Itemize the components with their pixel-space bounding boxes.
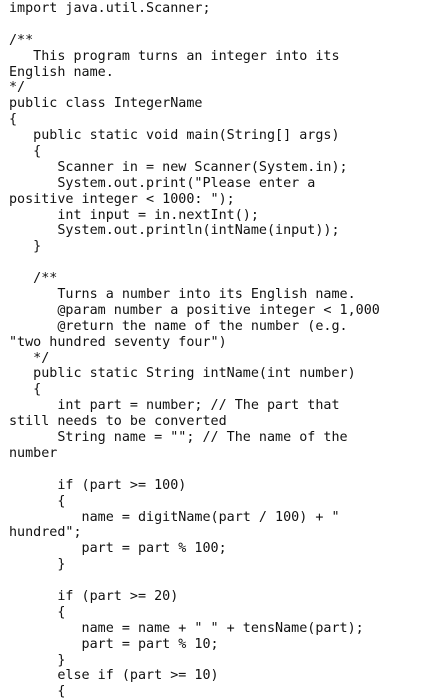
- code-line: [9, 573, 380, 589]
- code-line: System.out.println(intName(input));: [9, 223, 340, 239]
- code-line: public static String intName(int number): [9, 366, 356, 382]
- code-line: {: [9, 112, 18, 128]
- code-line: {: [9, 493, 66, 509]
- code-line: public class IntegerName: [9, 96, 203, 112]
- code-line: /**: [9, 271, 58, 287]
- code-line: English name.: [9, 64, 114, 80]
- code-line: }: [9, 652, 66, 668]
- code-line: }: [9, 239, 42, 255]
- code-line: String name = ""; // The name of the: [9, 430, 348, 446]
- code-line: part = part % 100;: [9, 541, 227, 557]
- code-line: {: [9, 382, 42, 398]
- code-line: @return the name of the number (e.g.: [9, 318, 348, 334]
- code-line: hundred";: [9, 525, 82, 541]
- code-line: {: [9, 684, 66, 700]
- code-line: System.out.print("Please enter a: [9, 175, 316, 191]
- code-line: int part = number; // The part that: [9, 398, 340, 414]
- code-line: import java.util.Scanner;: [9, 1, 211, 16]
- code-line: This program turns an integer into its: [9, 48, 340, 64]
- code-listing: [9, 1, 380, 700]
- code-line: number: [9, 445, 58, 461]
- code-line: part = part % 10;: [9, 636, 219, 652]
- code-line: "two hundred seventy four"): [9, 334, 227, 350]
- code-line: {: [9, 604, 66, 620]
- code-line: /**: [9, 32, 34, 48]
- code-line: else if (part >= 10): [9, 668, 219, 684]
- code-line: @param number a positive integer < 1,000: [9, 302, 380, 318]
- code-line: public static void main(String[] args): [9, 128, 340, 144]
- code-line: Turns a number into its English name.: [9, 287, 356, 303]
- code-line: */: [9, 80, 26, 96]
- code-line: Scanner in = new Scanner(System.in);: [9, 159, 348, 175]
- code-line: [9, 255, 380, 271]
- code-line: [9, 462, 380, 478]
- code-line: */: [9, 350, 50, 366]
- code-line: }: [9, 557, 66, 573]
- code-line: [9, 17, 380, 33]
- code-line: name = digitName(part / 100) + ": [9, 509, 340, 525]
- code-line: positive integer < 1000: ");: [9, 191, 235, 207]
- code-line: if (part >= 100): [9, 477, 187, 493]
- code-line: {: [9, 144, 42, 160]
- code-line: int input = in.nextInt();: [9, 207, 259, 223]
- code-line: still needs to be converted: [9, 414, 227, 430]
- code-line: if (part >= 20): [9, 588, 179, 604]
- code-line: name = name + " " + tensName(part);: [9, 620, 364, 636]
